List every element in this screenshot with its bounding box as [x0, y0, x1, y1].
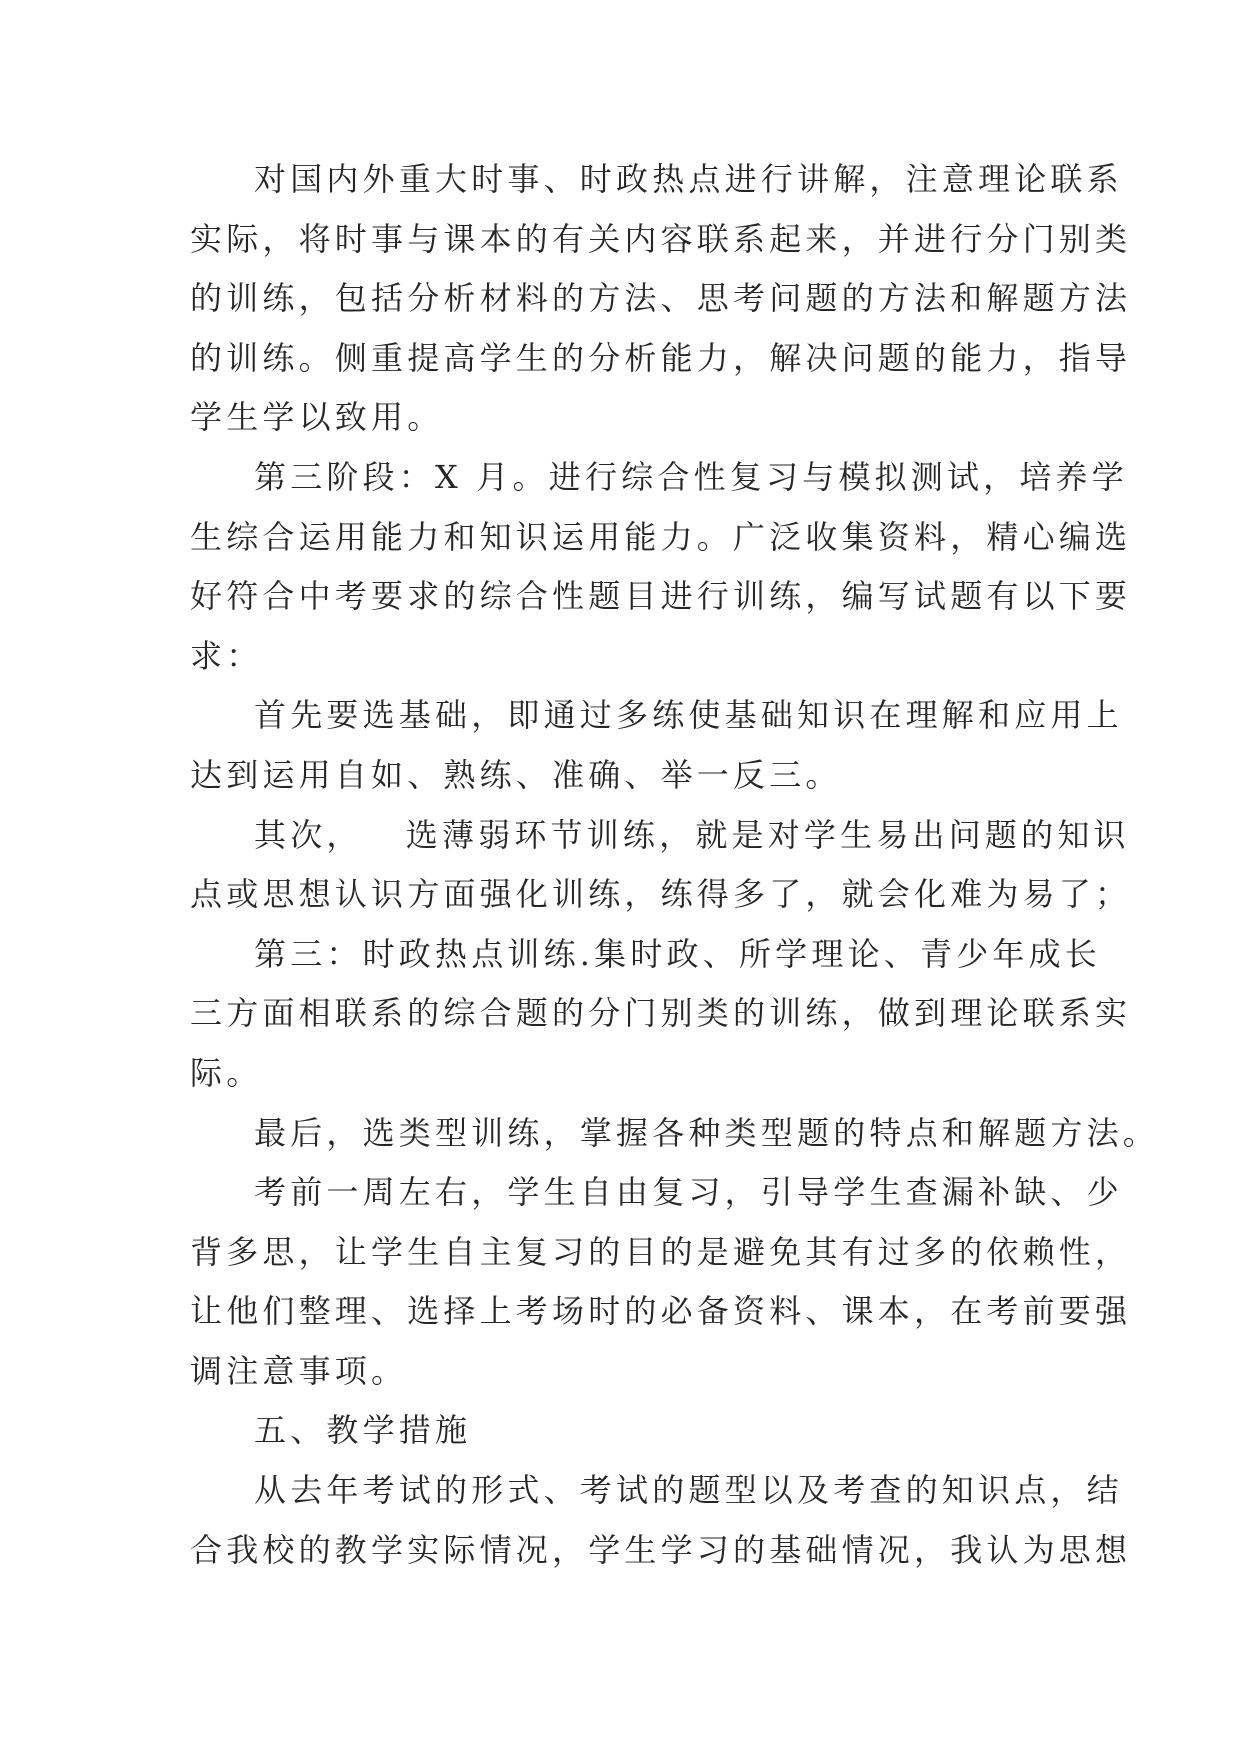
text-line: 最后，选类型训练，掌握各种类型题的特点和解题方法。 [254, 1113, 1160, 1152]
text-line: 对国内外重大时事、时政热点进行讲解，注意理论联系 [254, 160, 1123, 198]
section-heading: 五、教学措施 [254, 1411, 472, 1450]
text-line: 从去年考试的形式、考试的题型以及考查的知识点，结 [254, 1471, 1123, 1510]
text-line: 第三阶段：X 月。进行综合性复习与模拟测试，培养学 [254, 457, 1128, 496]
document-body [190, 150, 1160, 1580]
text-line: 其次， 选薄弱环节训练，就是对学生易出问题的知识 [254, 815, 1130, 854]
text-line: 的训练。侧重提高学生的分析能力，解决问题的能力，指导 [190, 338, 1132, 377]
text-line: 求： [190, 636, 263, 675]
text-line: 达到运用自如、熟练、准确、举一反三。 [190, 755, 842, 794]
text-line: 合我校的教学实际情况，学生学习的基础情况，我认为思想 [190, 1530, 1132, 1569]
text-line: 学生学以致用。 [190, 398, 444, 437]
text-line: 生综合运用能力和知识运用能力。广泛收集资料，精心编选 [190, 517, 1132, 556]
text-line: 考前一周左右，学生自由复习，引导学生查漏补缺、少 [254, 1173, 1123, 1212]
text-line: 让他们整理、选择上考场时的必备资料、课本，在考前要强 [190, 1292, 1132, 1331]
text-line: 际。 [190, 1053, 263, 1092]
text-line: 好符合中考要求的综合性题目进行训练，编写试题有以下要 [190, 577, 1132, 616]
text-line: 第三：时政热点训练.集时政、所学理论、青少年成长 [254, 934, 1101, 973]
text-line: 点或思想认识方面强化训练，练得多了，就会化难为易了； [190, 875, 1132, 914]
text-line: 的训练，包括分析材料的方法、思考问题的方法和解题方法 [190, 279, 1132, 318]
text-line: 首先要选基础，即通过多练使基础知识在理解和应用上 [254, 696, 1123, 735]
text-line: 实际，将时事与课本的有关内容联系起来，并进行分门别类 [190, 219, 1132, 258]
text-line: 调注意事项。 [190, 1351, 408, 1390]
text-line: 三方面相联系的综合题的分门别类的训练，做到理论联系实 [190, 994, 1132, 1033]
text-line: 背多思，让学生自主复习的目的是避免其有过多的依赖性， [190, 1232, 1132, 1271]
